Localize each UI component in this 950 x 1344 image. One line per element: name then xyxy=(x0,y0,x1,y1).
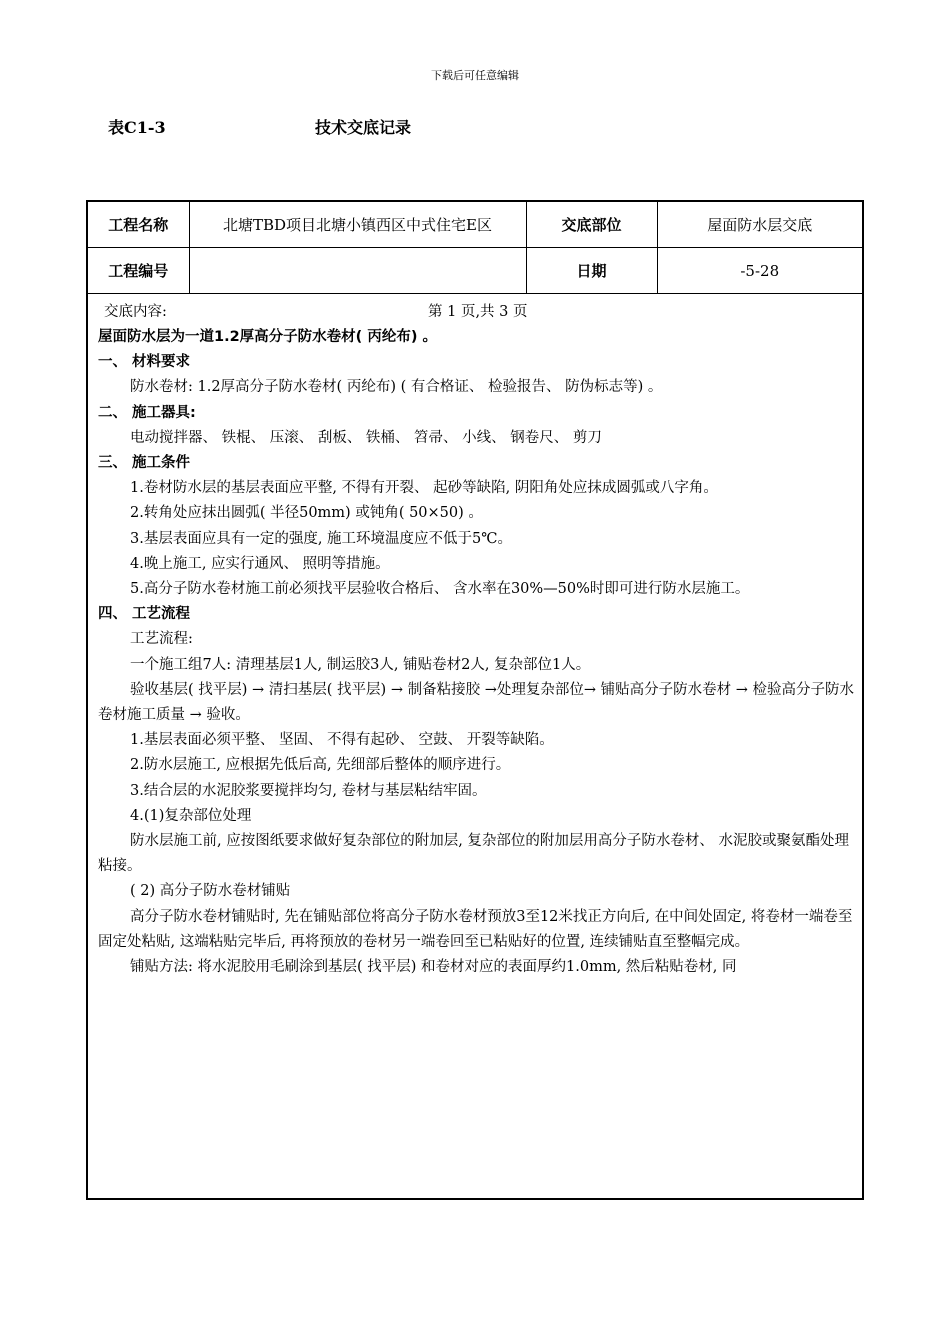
header-note: 下载后可任意编辑 xyxy=(431,69,519,82)
project-name-value: 北塘TBD项目北塘小镇西区中式住宅E区 xyxy=(189,202,526,248)
date-value: -5-28 xyxy=(657,248,862,294)
project-no-label: 工程编号 xyxy=(88,248,189,294)
process-subtitle: 工艺流程: xyxy=(130,631,193,648)
process-item-4-title: 4.(1)复杂部位处理 xyxy=(130,807,252,824)
intro-text: 屋面防水层为一道1.2厚高分子防水卷材( 丙纶布) 。 xyxy=(98,329,438,345)
process-item-4b-text: 高分子防水卷材铺贴时, 先在铺贴部位将高分子防水卷材预放3至12米找正方向后, 在中间处固定, 将卷材一端卷至固定处粘贴, 这端粘贴完毕后, 再将预放的卷材另一端卷回至已粘贴好的位置, 连续铺贴直至整幅完成。 xyxy=(98,908,853,950)
process-team: 一个施工组7人: 清理基层1人, 制运胶3人, 铺贴卷材2人, 复杂部位1人。 xyxy=(130,656,591,673)
condition-item: 5.高分子防水卷材施工前必须找平层验收合格后、 含水率在30%—50%时即可进行防水层施工。 xyxy=(130,581,750,598)
part-label: 交底部位 xyxy=(526,202,657,248)
process-method: 铺贴方法: 将水泥胶用毛刷涂到基层( 找平层) 和卷材对应的表面厚约1.0mm, 然后粘贴卷材, 同 xyxy=(130,959,737,976)
tools-text: 电动搅拌器、 铁棍、 压滚、 刮板、 铁桶、 笤帚、 小线、 钢卷尺、 剪刀 xyxy=(130,429,602,446)
condition-item: 3.基层表面应具有一定的强度, 施工环境温度应不低于5℃。 xyxy=(130,530,512,547)
process-item: 1.基层表面必须平整、 坚固、 不得有起砂、 空鼓、 开裂等缺陷。 xyxy=(130,732,554,749)
process-flow: 验收基层( 找平层) → 清扫基层( 找平层) → 制备粘接胶 →处理复杂部位→ 铺贴高分子防水卷材 → 检验高分子防水卷材施工质量 → 验收。 xyxy=(98,681,854,724)
section-title-conditions: 三、 施工条件 xyxy=(98,455,191,472)
record-frame xyxy=(86,200,864,1200)
section-title-process: 四、 工艺流程 xyxy=(98,606,191,623)
process-item: 3.结合层的水泥胶浆要搅拌均匀, 卷材与基层粘结牢固。 xyxy=(130,782,487,799)
process-item-4b-title: ( 2) 高分子防水卷材铺贴 xyxy=(130,883,291,900)
header-table xyxy=(88,202,862,294)
process-item: 2.防水层施工, 应根据先低后高, 先细部后整体的顺序进行。 xyxy=(130,757,511,774)
process-item-4-text: 防水层施工前, 应按图纸要求做好复杂部位的附加层, 复杂部位的附加层用高分子防水卷材、 水泥胶或聚氨酯处理粘接。 xyxy=(98,833,850,875)
page-info: 第 1 页,共 3 页 xyxy=(428,304,528,320)
content-body xyxy=(88,294,862,980)
condition-item: 2.转角处应抹出圆弧( 半径50mm) 或钝角( 50×50) 。 xyxy=(130,505,483,522)
condition-item: 4.晚上施工, 应实行通风、 照明等措施。 xyxy=(130,555,390,572)
condition-item: 1.卷材防水层的基层表面应平整, 不得有开裂、 起砂等缺陷, 阴阳角处应抹成圆弧或八字角。 xyxy=(130,480,718,497)
section-title-tools: 二、 施工器具: xyxy=(98,404,196,421)
content-label: 交底内容: xyxy=(104,304,167,320)
form-number: 表C1-3 xyxy=(108,118,166,137)
date-label: 日期 xyxy=(526,248,657,294)
form-title: 技术交底记录 xyxy=(315,118,412,137)
part-value: 屋面防水层交底 xyxy=(657,202,862,248)
project-no-value xyxy=(189,248,526,294)
materials-text: 防水卷材: 1.2厚高分子防水卷材( 丙纶布) ( 有合格证、 检验报告、 防伪标志等) 。 xyxy=(130,379,663,396)
content-meta xyxy=(98,300,856,325)
section-title-materials: 一、 材料要求 xyxy=(98,354,191,371)
project-name-label: 工程名称 xyxy=(88,202,189,248)
